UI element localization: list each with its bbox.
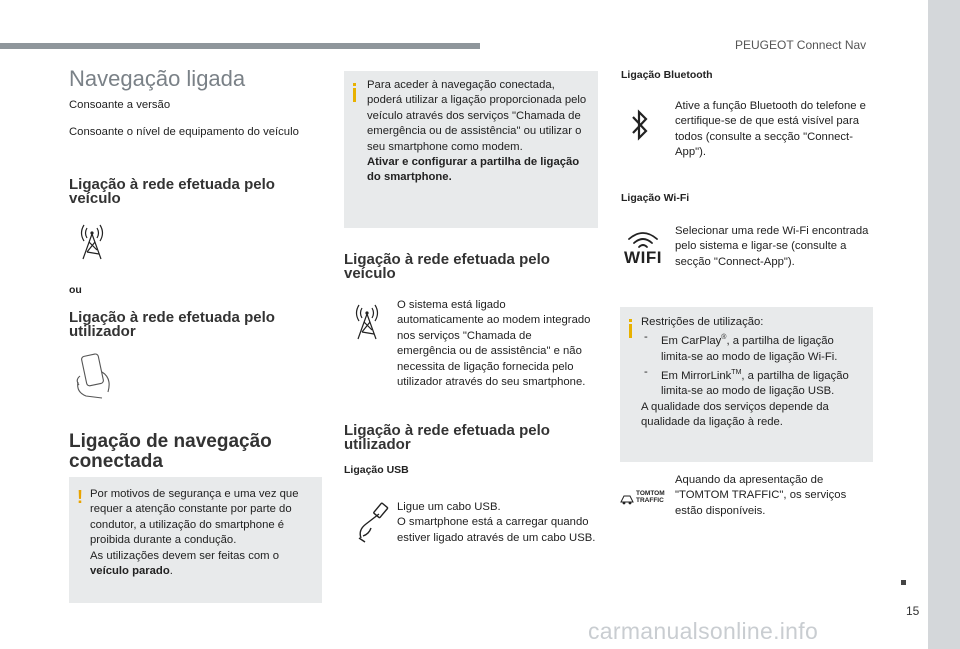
info-text: Para aceder à navegação conectada, poderá utilizar a ligação proporcionada pelo veículo através dos serviços "Chamada de emergência ou de assistência" ou utilizar o seu smartphone como modem. [367,79,587,153]
list-item: - Em CarPlay®, a partilha de ligação limita-se ao modo de ligação Wi-Fi. [641,330,866,365]
page-title: Navegação ligada [69,66,246,91]
warning-text: Por motivos de segurança e uma vez que requer a atenção constante por parte do condutor, a utilização do smartphone é proibida durante a condução. As utilizações devem ser feitas com o veículo parado. [90,488,299,578]
warning-icon: ! [77,487,83,507]
header-rule [0,43,480,49]
list-item: - Em MirrorLink™, a partilha de ligação limita-se ao modo de ligação USB. [641,365,866,400]
usb-line-2: O smartphone está a carregar quando estiver ligado através de um cabo USB. [397,516,596,544]
antenna-icon [349,302,385,342]
end-of-section-marker [901,580,906,585]
info-icon [353,83,356,86]
version-note: Consoante a versão [69,99,171,111]
page-number: 15 [906,604,920,618]
info-box-connected [344,71,598,228]
smartphone-hand-icon [72,352,116,400]
heading-user-connection-2: Ligação à rede efetuada pelo utilizador [344,422,550,453]
tomtom-traffic-logo: TOMTOM TRAFFIC [620,489,666,509]
restrictions-box [620,307,873,462]
restrictions-title: Restrições de utilização: [641,316,764,328]
bluetooth-text: Ative a função Bluetooth do telefone e certifique-se de que está visível para todos (consulte a secção "Connect-App"). [675,100,866,159]
bluetooth-icon [629,108,651,142]
restrictions-list [641,330,866,399]
wifi-text: Selecionar uma rede Wi-Fi encontrada pelo sistema e ligar-se (consulte a secção "Connect-App"). [675,225,869,268]
heading-connected-navigation: Ligação de navegação conectada [69,431,272,472]
info-icon [629,319,632,322]
heading-user-connection: Ligação à rede efetuada pelo utilizador [69,309,275,340]
header-brand: PEUGEOT Connect Nav [735,38,867,52]
antenna-icon [74,222,110,262]
info-bold-text: Ativar e configurar a partilha de ligação do smartphone. [367,156,580,184]
bluetooth-title: Ligação Bluetooth [621,69,713,81]
usb-title: Ligação USB [344,464,409,476]
wifi-title: Ligação Wi-Fi [621,192,690,204]
or-label: ou [69,284,82,296]
equipment-note: Consoante o nível de equipamento do veículo [69,126,299,138]
side-stripe [928,0,960,649]
usb-line-1: Ligue um cabo USB. [397,501,501,513]
tomtom-text: Aquando da apresentação de "TOMTOM TRAFFIC", os serviços estão disponíveis. [675,474,847,517]
usb-cable-icon [355,500,389,544]
wifi-logo-icon: WIFI [622,226,664,270]
quality-note: A qualidade dos serviços depende da qualidade da ligação à rede. [641,400,829,428]
heading-vehicle-connection: Ligação à rede efetuada pelo veículo [69,176,275,207]
warning-box [69,477,322,603]
vehicle-connection-text: O sistema está ligado automaticamente ao modem integrado nos serviços "Chamada de emergência ou de assistência" e não necessita de ligação fornecida pelo utilizador através do seu smartphone. [397,299,591,389]
heading-vehicle-connection-2: Ligação à rede efetuada pelo veículo [344,251,550,282]
watermark: carmanualsonline.info [588,618,819,644]
